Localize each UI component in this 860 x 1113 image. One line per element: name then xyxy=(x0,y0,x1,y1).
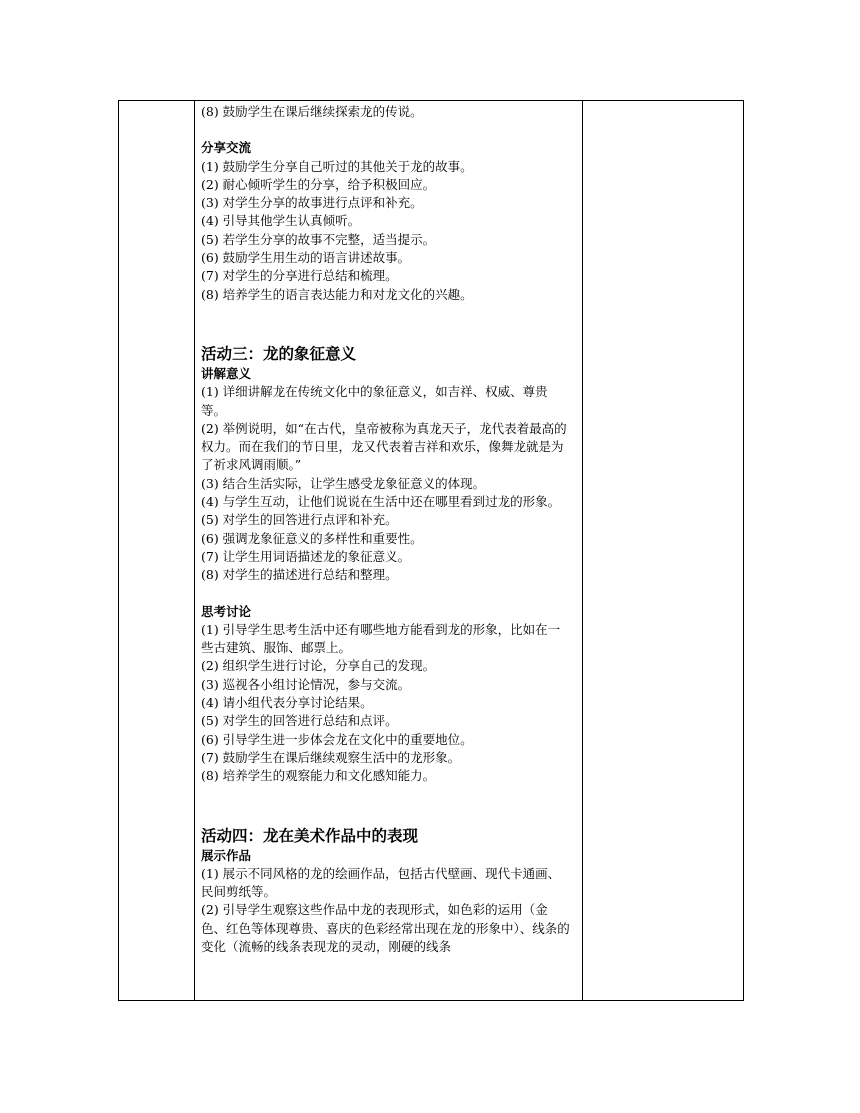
list-item: (7) 对学生的分享进行总结和梳理。 xyxy=(201,268,398,284)
list-item: (5) 对学生的回答进行总结和点评。 xyxy=(201,713,398,729)
list-item: (8) 培养学生的观察能力和文化感知能力。 xyxy=(201,768,436,784)
table-row xyxy=(119,101,744,1001)
section-heading-show: 展示作品 xyxy=(201,847,252,863)
list-item: (5) 若学生分享的故事不完整，适当提示。 xyxy=(201,231,436,247)
list-item: (8) 鼓励学生在课后继续探索龙的传说。 xyxy=(201,104,423,119)
left-column-cell xyxy=(119,101,195,1001)
list-item: (4) 请小组代表分享讨论结果。 xyxy=(201,695,373,711)
list-item: (4) 引导其他学生认真倾听。 xyxy=(201,213,361,229)
list-item: (8) 对学生的描述进行总结和整理。 xyxy=(201,567,398,583)
list-item: (4) 与学生互动，让他们说说在生活中还在哪里看到过龙的形象。 xyxy=(201,494,561,510)
list-item: (1) 详细讲解龙在传统文化中的象征意义，如吉祥、权威、尊贵等。 xyxy=(201,384,548,418)
list-item: (3) 对学生分享的故事进行点评和补充。 xyxy=(201,195,423,211)
list-item: (2) 组织学生进行讨论，分享自己的发现。 xyxy=(201,658,436,674)
list-item: (2) 耐心倾听学生的分享，给予积极回应。 xyxy=(201,176,436,192)
list-item: (3) 结合生活实际，让学生感受龙象征意义的体现。 xyxy=(201,475,486,491)
activity-title: 活动三：龙的象征意义 xyxy=(201,344,357,363)
activity-title: 活动四：龙在美术作品中的表现 xyxy=(201,826,419,845)
list-item: (2) 引导学生观察这些作品中龙的表现形式，如色彩的运用（金色、红色等体现尊贵、喜庆的色彩经常出现在龙的形象中）、线条的变化（流畅的线条表现龙的灵动，刚硬的线条 xyxy=(201,902,570,954)
section-heading-discuss: 思考讨论 xyxy=(201,603,252,619)
list-item: (5) 对学生的回答进行点评和补充。 xyxy=(201,512,398,528)
list-item: (7) 让学生用词语描述龙的象征意义。 xyxy=(201,548,411,564)
section-heading-explain: 讲解意义 xyxy=(201,365,252,381)
list-item: (7) 鼓励学生在课后继续观察生活中的龙形象。 xyxy=(201,749,461,765)
teaching-process-cell xyxy=(195,101,583,1001)
list-item: (1) 引导学生思考生活中还有哪些地方能看到龙的形象，比如在一些古建筑、服饰、邮票上。 xyxy=(201,621,561,656)
list-item: (3) 巡视各小组讨论情况，参与交流。 xyxy=(201,676,411,692)
lesson-plan-table xyxy=(118,100,744,1001)
list-item: (1) 鼓励学生分享自己听过的其他关于龙的故事。 xyxy=(201,158,473,174)
list-item: (6) 引导学生进一步体会龙在文化中的重要地位。 xyxy=(201,731,473,747)
list-item: (6) 鼓励学生用生动的语言讲述故事。 xyxy=(201,250,411,266)
list-item: (8) 培养学生的语言表达能力和对龙文化的兴趣。 xyxy=(201,286,473,302)
section-heading-share: 分享交流 xyxy=(201,140,252,156)
cell-content xyxy=(195,101,582,1000)
list-item: (2) 举例说明，如“在古代，皇帝被称为真龙天子，龙代表着最高的权力。而在我们的节日里，龙又代表着吉祥和欢乐，像舞龙就是为了祈求风调雨顺。” xyxy=(201,420,567,473)
right-column-cell xyxy=(583,101,744,1001)
list-item: (6) 强调龙象征意义的多样性和重要性。 xyxy=(201,530,423,546)
list-item: (1) 展示不同风格的龙的绘画作品，包括古代壁画、现代卡通画、民间剪纸等。 xyxy=(201,865,561,900)
